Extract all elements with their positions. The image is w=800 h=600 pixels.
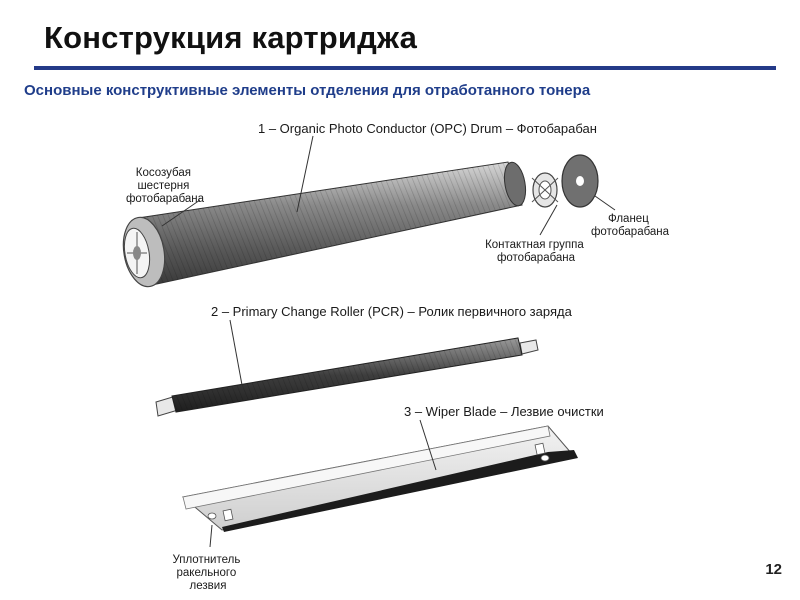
wiper-blade	[183, 426, 578, 532]
pcr-label: 2 – Primary Change Roller (PCR) – Ролик первичного заряда	[211, 304, 572, 319]
drum-label: 1 – Organic Photo Conductor (OPC) Drum – Фотобарабан	[258, 121, 597, 136]
contact-group	[532, 173, 558, 207]
pcr-leader-line	[230, 320, 242, 385]
contact-group-label: Контактная группа фотобарабана	[485, 239, 584, 264]
page-number: 12	[765, 561, 782, 578]
slide-title: Конструкция картриджа	[44, 20, 418, 55]
drum-flange	[562, 155, 598, 207]
seal-leader-line	[210, 525, 212, 547]
blade-label: 3 – Wiper Blade – Лезвие очистки	[404, 404, 604, 419]
flange-label: Фланец фотобарабана	[590, 213, 670, 238]
slide-subtitle: Основные конструктивные элементы отделения для отработанного тонера	[24, 82, 591, 99]
seal-label: Уплотнитель ракельного лезвия	[172, 554, 241, 592]
gear-label: Косозубая шестерня фотобарабана	[125, 167, 205, 205]
